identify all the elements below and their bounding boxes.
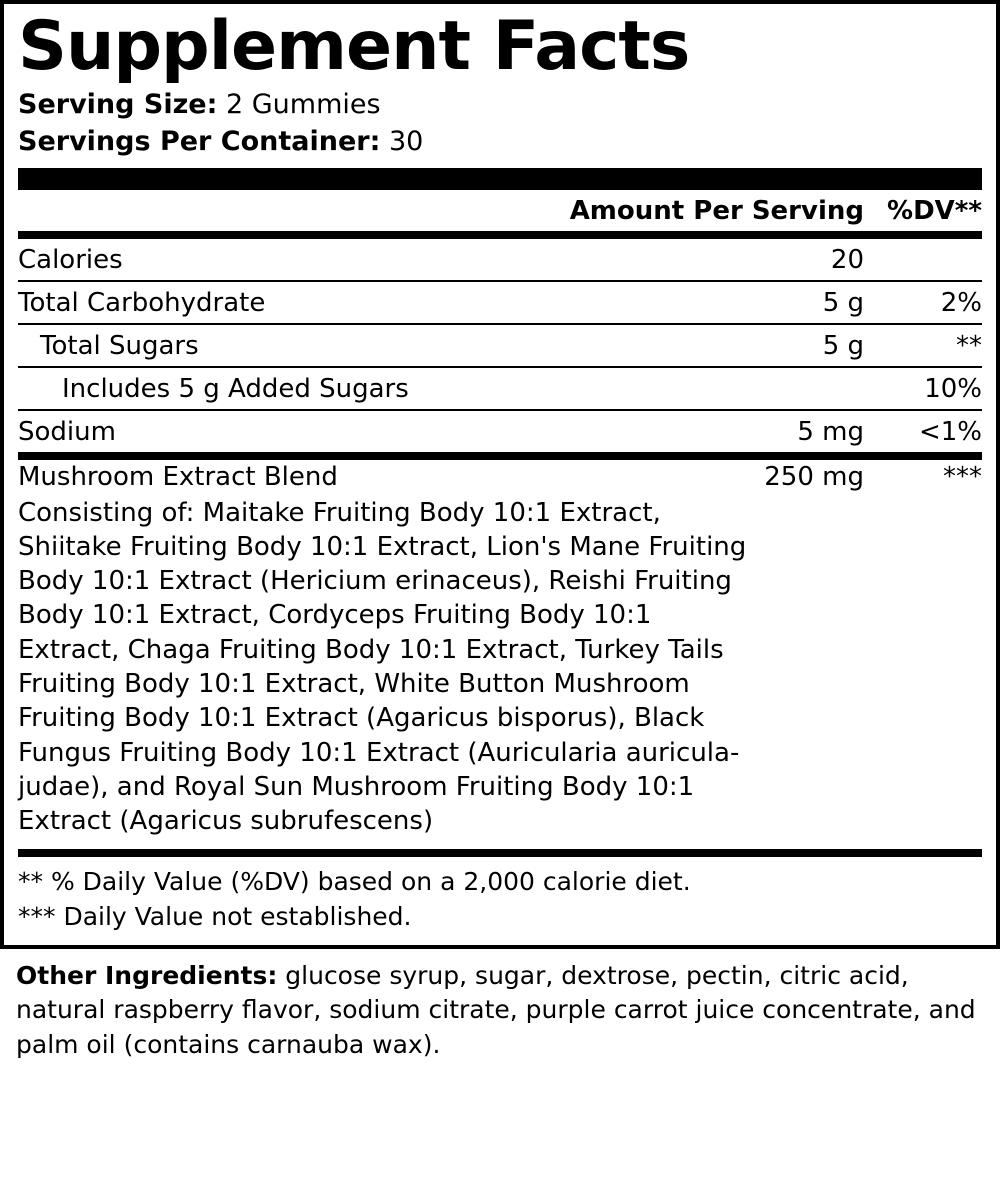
table-row	[18, 410, 982, 452]
medium-divider-header	[18, 231, 982, 239]
table-row	[18, 324, 982, 367]
row-dv: 2%	[864, 281, 982, 324]
row-dv	[864, 239, 982, 281]
blend-dv: ***	[943, 462, 982, 493]
serving-size-label: Serving Size:	[18, 89, 218, 121]
table-row	[18, 239, 982, 281]
other-ingredients	[0, 949, 1000, 1063]
page-title: Supplement Facts	[18, 7, 690, 86]
row-dv: <1%	[864, 410, 982, 452]
other-ingredients-label: Other Ingredients:	[16, 960, 278, 990]
medium-divider-blend	[18, 452, 982, 460]
row-name: Includes 5 g Added Sugars	[18, 367, 684, 410]
serving-size-value: 2 Gummies	[226, 89, 381, 121]
table-row	[18, 281, 982, 324]
thick-divider-top	[18, 168, 982, 190]
row-name: Calories	[18, 245, 123, 276]
row-amount: 20	[830, 245, 864, 276]
serving-size-line	[18, 87, 982, 123]
row-dv: 10%	[864, 367, 982, 410]
blend-amount: 250 mg	[764, 462, 864, 493]
row-amount	[684, 367, 864, 410]
row-amount: 5 g	[684, 324, 864, 367]
servings-per-container-line	[18, 124, 982, 160]
table-header-row	[18, 190, 982, 231]
footnote-dv-not-established: *** Daily Value not established.	[18, 902, 412, 932]
row-dv: **	[864, 324, 982, 367]
header-spacer	[18, 190, 570, 231]
blend-description: Consisting of: Maitake Fruiting Body 10:1 Extract, Shiitake Fruiting Body 10:1 Extract, Lion's Mane Fruiting Body 10:1 Extract (Hericium erinaceus), Reishi Fruiting Body 10:1 Extract, Cordyceps Fruiting Body 10:1 Extract, Chaga Fruiting Body 10:1 Extract, Turkey Tails Fruiting Body 10:1 Extract, White Button Mushroom Fruiting Body 10:1 Extract (Agaricus bisporus), Black Fungus Fruiting Body 10:1 Extract (Auricularia auricula-judae), and Royal Sun Mushroom Fruiting Body 10:1 Extract (Agaricus subrufescens)	[18, 497, 747, 837]
row-name: Total Carbohydrate	[18, 281, 684, 324]
header-percent-dv: %DV**	[887, 196, 982, 227]
mushroom-extract-blend	[18, 460, 982, 838]
nutrition-rows	[18, 239, 982, 452]
servings-per-container-value: 30	[388, 125, 424, 157]
medium-divider-footnotes	[18, 849, 982, 857]
table-row	[18, 367, 982, 410]
other-ingredients-value: glucose syrup, sugar, dextrose, pectin, citric acid, natural raspberry flavor, sodium citrate, purple carrot juice concentrate, and palm oil (contains carnauba wax).	[16, 960, 976, 1059]
header-amount-per-serving: Amount Per Serving	[569, 196, 864, 227]
row-name: Total Sugars	[18, 324, 684, 367]
footnote-dv-basis: ** % Daily Value (%DV) based on a 2,000 calorie diet.	[18, 866, 691, 896]
row-amount: 5 g	[684, 281, 864, 324]
row-name: Sodium	[18, 410, 684, 452]
row-amount: 5 mg	[684, 410, 864, 452]
servings-per-container-label: Servings Per Container:	[18, 125, 381, 157]
footnotes	[18, 857, 982, 935]
blend-header-row	[18, 460, 982, 494]
blend-name: Mushroom Extract Blend	[18, 462, 338, 493]
nutrition-table	[18, 190, 982, 231]
